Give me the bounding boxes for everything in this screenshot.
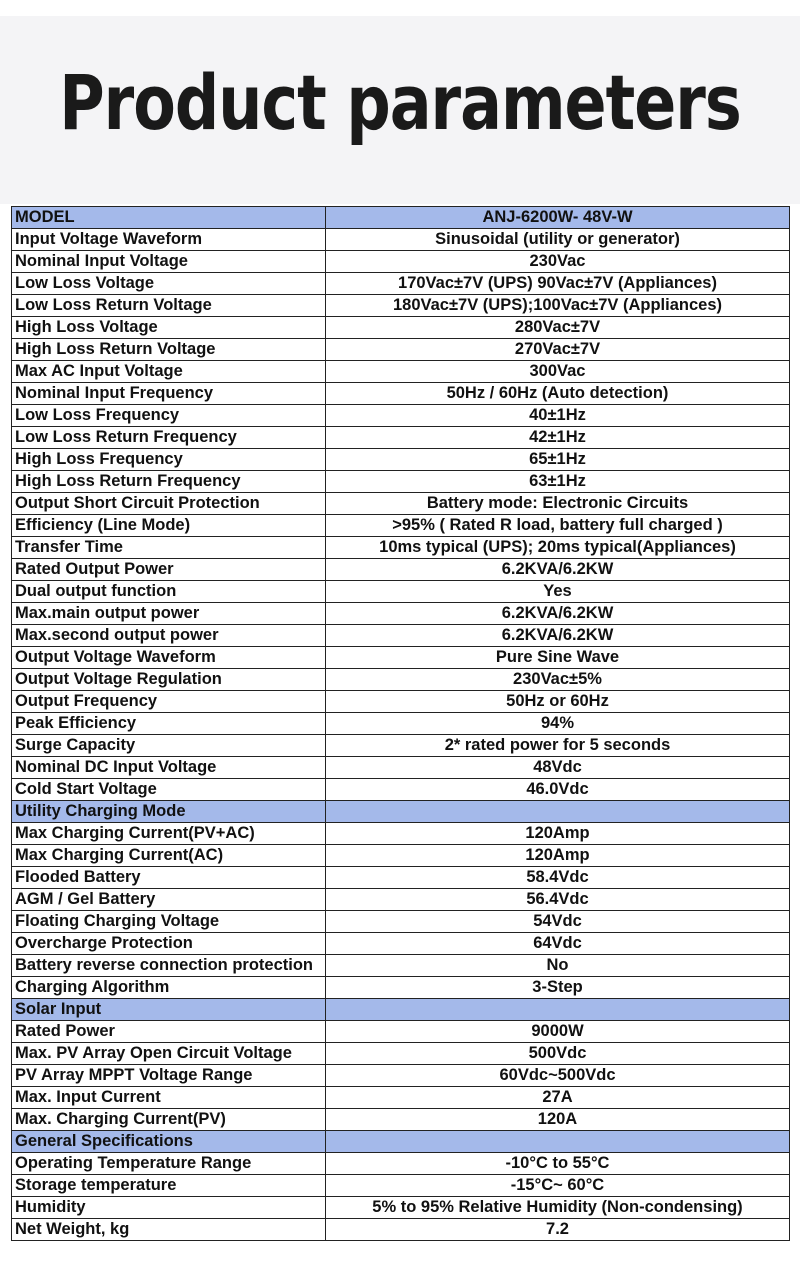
param-label: Operating Temperature Range xyxy=(12,1153,326,1175)
param-value: 42±1Hz xyxy=(326,427,790,449)
param-label: Rated Output Power xyxy=(12,559,326,581)
param-label: Output Short Circuit Protection xyxy=(12,493,326,515)
param-label: Low Loss Return Voltage xyxy=(12,295,326,317)
param-value: >95% ( Rated R load, battery full charged ) xyxy=(326,515,790,537)
param-value: Yes xyxy=(326,581,790,603)
param-value: No xyxy=(326,955,790,977)
param-value: 60Vdc~500Vdc xyxy=(326,1065,790,1087)
param-label: Net Weight, kg xyxy=(12,1219,326,1241)
param-label: Max Charging Current(AC) xyxy=(12,845,326,867)
param-value: 65±1Hz xyxy=(326,449,790,471)
param-value: 9000W xyxy=(326,1021,790,1043)
param-value: 64Vdc xyxy=(326,933,790,955)
param-value: 6.2KVA/6.2KW xyxy=(326,603,790,625)
table-row xyxy=(12,405,790,427)
table-row xyxy=(12,603,790,625)
param-label: Max Charging Current(PV+AC) xyxy=(12,823,326,845)
header-label: MODEL xyxy=(12,207,326,229)
table-row xyxy=(12,1065,790,1087)
table-row xyxy=(12,933,790,955)
param-value: 50Hz / 60Hz (Auto detection) xyxy=(326,383,790,405)
table-row xyxy=(12,581,790,603)
param-value: 56.4Vdc xyxy=(326,889,790,911)
table-row xyxy=(12,1219,790,1241)
table-row xyxy=(12,361,790,383)
param-value: 230Vac±5% xyxy=(326,669,790,691)
param-label: Low Loss Frequency xyxy=(12,405,326,427)
param-value: 280Vac±7V xyxy=(326,317,790,339)
table-row xyxy=(12,317,790,339)
page-title: Product parameters xyxy=(59,58,741,148)
param-value: Sinusoidal (utility or generator) xyxy=(326,229,790,251)
param-label: High Loss Return Voltage xyxy=(12,339,326,361)
param-value: -15°C~ 60°C xyxy=(326,1175,790,1197)
param-label: Nominal DC Input Voltage xyxy=(12,757,326,779)
table-row xyxy=(12,1197,790,1219)
table-row xyxy=(12,691,790,713)
param-value: 180Vac±7V (UPS);100Vac±7V (Appliances) xyxy=(326,295,790,317)
table-row xyxy=(12,1043,790,1065)
table-row xyxy=(12,889,790,911)
table-row xyxy=(12,427,790,449)
table-header-row xyxy=(12,207,790,229)
param-value: 5% to 95% Relative Humidity (Non-condensing) xyxy=(326,1197,790,1219)
param-label: Low Loss Return Frequency xyxy=(12,427,326,449)
param-value: 7.2 xyxy=(326,1219,790,1241)
table-row xyxy=(12,493,790,515)
param-label: Charging Algorithm xyxy=(12,977,326,999)
param-value: -10°C to 55°C xyxy=(326,1153,790,1175)
table-row xyxy=(12,823,790,845)
table-row xyxy=(12,779,790,801)
table-row xyxy=(12,911,790,933)
param-label: Nominal Input Voltage xyxy=(12,251,326,273)
param-label: Output Voltage Waveform xyxy=(12,647,326,669)
section-title: Utility Charging Mode xyxy=(12,801,326,823)
param-label: Rated Power xyxy=(12,1021,326,1043)
table-row xyxy=(12,537,790,559)
param-label: High Loss Return Frequency xyxy=(12,471,326,493)
param-label: PV Array MPPT Voltage Range xyxy=(12,1065,326,1087)
table-row xyxy=(12,251,790,273)
table-row xyxy=(12,1153,790,1175)
param-label: Surge Capacity xyxy=(12,735,326,757)
table-row xyxy=(12,669,790,691)
param-value: 27A xyxy=(326,1087,790,1109)
table-row xyxy=(12,845,790,867)
param-label: AGM / Gel Battery xyxy=(12,889,326,911)
param-label: Max. Charging Current(PV) xyxy=(12,1109,326,1131)
param-value: 300Vac xyxy=(326,361,790,383)
param-value: 10ms typical (UPS); 20ms typical(Appliances) xyxy=(326,537,790,559)
table-row xyxy=(12,559,790,581)
param-label: High Loss Voltage xyxy=(12,317,326,339)
section-header-row xyxy=(12,999,790,1021)
param-label: Max. PV Array Open Circuit Voltage xyxy=(12,1043,326,1065)
param-value: 40±1Hz xyxy=(326,405,790,427)
param-label: Humidity xyxy=(12,1197,326,1219)
param-label: Overcharge Protection xyxy=(12,933,326,955)
table-row xyxy=(12,383,790,405)
table-row xyxy=(12,867,790,889)
table-row xyxy=(12,449,790,471)
table-row xyxy=(12,471,790,493)
table-row xyxy=(12,515,790,537)
param-value: 6.2KVA/6.2KW xyxy=(326,625,790,647)
table-row xyxy=(12,295,790,317)
param-value: 120Amp xyxy=(326,845,790,867)
param-value: 120Amp xyxy=(326,823,790,845)
param-label: Max. Input Current xyxy=(12,1087,326,1109)
table-row xyxy=(12,955,790,977)
param-label: Output Voltage Regulation xyxy=(12,669,326,691)
param-value: 94% xyxy=(326,713,790,735)
param-value: 120A xyxy=(326,1109,790,1131)
table-row xyxy=(12,1175,790,1197)
param-label: Max AC Input Voltage xyxy=(12,361,326,383)
table-row xyxy=(12,1087,790,1109)
param-value: 54Vdc xyxy=(326,911,790,933)
section-header-row xyxy=(12,801,790,823)
param-label: Storage temperature xyxy=(12,1175,326,1197)
param-label: Peak Efficiency xyxy=(12,713,326,735)
table-row xyxy=(12,1109,790,1131)
table-row xyxy=(12,735,790,757)
param-value: 3-Step xyxy=(326,977,790,999)
table-row xyxy=(12,1021,790,1043)
param-label: Efficiency (Line Mode) xyxy=(12,515,326,537)
table-row xyxy=(12,977,790,999)
param-label: Flooded Battery xyxy=(12,867,326,889)
param-label: Max.second output power xyxy=(12,625,326,647)
table-row xyxy=(12,757,790,779)
param-value: 230Vac xyxy=(326,251,790,273)
param-label: Battery reverse connection protection xyxy=(12,955,326,977)
param-value: 6.2KVA/6.2KW xyxy=(326,559,790,581)
param-value: 46.0Vdc xyxy=(326,779,790,801)
section-spacer xyxy=(326,999,790,1021)
param-label: Max.main output power xyxy=(12,603,326,625)
table-row xyxy=(12,713,790,735)
param-value: Battery mode: Electronic Circuits xyxy=(326,493,790,515)
param-value: 2* rated power for 5 seconds xyxy=(326,735,790,757)
table-row xyxy=(12,625,790,647)
table-row xyxy=(12,273,790,295)
table-row xyxy=(12,339,790,361)
param-label: High Loss Frequency xyxy=(12,449,326,471)
param-label: Input Voltage Waveform xyxy=(12,229,326,251)
table-row xyxy=(12,229,790,251)
section-title: General Specifications xyxy=(12,1131,326,1153)
param-value: 170Vac±7V (UPS) 90Vac±7V (Appliances) xyxy=(326,273,790,295)
param-label: Nominal Input Frequency xyxy=(12,383,326,405)
param-value: 63±1Hz xyxy=(326,471,790,493)
param-label: Output Frequency xyxy=(12,691,326,713)
table-row xyxy=(12,647,790,669)
param-value: Pure Sine Wave xyxy=(326,647,790,669)
param-value: 48Vdc xyxy=(326,757,790,779)
param-label: Low Loss Voltage xyxy=(12,273,326,295)
param-label: Floating Charging Voltage xyxy=(12,911,326,933)
param-label: Dual output function xyxy=(12,581,326,603)
spec-table xyxy=(11,206,790,1241)
param-value: 270Vac±7V xyxy=(326,339,790,361)
header-model: ANJ-6200W- 48V-W xyxy=(326,207,790,229)
param-value: 500Vdc xyxy=(326,1043,790,1065)
param-value: 50Hz or 60Hz xyxy=(326,691,790,713)
section-spacer xyxy=(326,801,790,823)
section-title: Solar Input xyxy=(12,999,326,1021)
section-header-row xyxy=(12,1131,790,1153)
section-spacer xyxy=(326,1131,790,1153)
param-label: Transfer Time xyxy=(12,537,326,559)
param-value: 58.4Vdc xyxy=(326,867,790,889)
spec-table-body xyxy=(12,207,790,1241)
param-label: Cold Start Voltage xyxy=(12,779,326,801)
top-strip xyxy=(0,0,800,16)
